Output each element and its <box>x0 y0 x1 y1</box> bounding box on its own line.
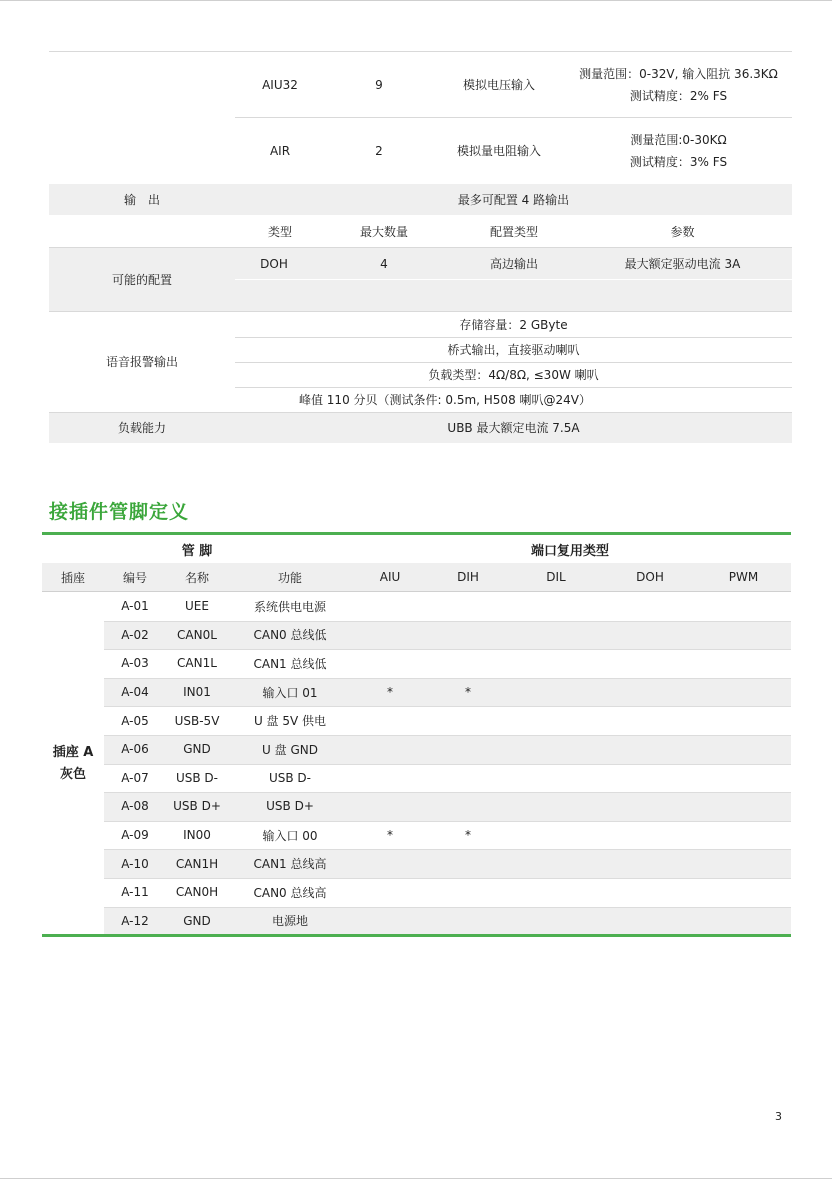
column-header-doh: DOH <box>636 570 664 584</box>
config-header-max: 最大数量 <box>359 224 408 239</box>
pin-function: CAN0 总线低 <box>253 628 327 643</box>
pin-dih-mark <box>428 592 508 621</box>
pin-dih-mark <box>428 907 508 936</box>
pin-function: USB D+ <box>266 799 314 814</box>
voice-line: 桥式输出，直接驱动喇叭 <box>447 343 580 357</box>
pin-aiu-mark <box>352 849 428 878</box>
pin-name: IN01 <box>183 685 211 700</box>
column-header-pwm: PWM <box>728 570 759 584</box>
pin-function: U 盘 GND <box>262 742 318 757</box>
socket-color: 灰色 <box>59 767 86 782</box>
config-header-config-type: 配置类型 <box>489 224 538 239</box>
pin-function: 系统供电电源 <box>253 599 326 614</box>
pin-number: A-03 <box>121 656 149 671</box>
aiu32-param-range: 测量范围：0-32V, 输入阻抗 36.3KΩ <box>579 67 778 81</box>
pin-dih-mark <box>428 621 508 650</box>
column-header-socket: 插座 <box>60 570 85 585</box>
pin-function: CAN0 总线高 <box>253 885 327 900</box>
socket-label <box>42 592 104 936</box>
pin-function: CAN1 总线低 <box>253 656 327 671</box>
row-divider <box>235 279 792 280</box>
pin-dih-mark: * <box>465 685 471 700</box>
pin-number: A-09 <box>121 828 149 843</box>
pin-function: 输入口 00 <box>262 828 318 843</box>
pin-name: UEE <box>185 599 209 614</box>
voice-line: 负载类型：4Ω/8Ω, ≤30W 喇叭 <box>428 368 599 382</box>
pin-aiu-mark <box>352 907 428 936</box>
aiu32-param-accuracy: 测试精度：2% FS <box>629 89 728 103</box>
possible-config-config: 高边输出 <box>489 256 538 271</box>
pin-dih-mark: * <box>465 828 471 843</box>
pin-name: GND <box>183 913 211 928</box>
pin-function: CAN1 总线高 <box>253 857 327 872</box>
pin-number: A-01 <box>121 599 149 614</box>
column-header-dil: DIL <box>546 570 566 584</box>
aiu32-config: 模拟电压输入 <box>462 78 535 92</box>
socket-name: 插座 A <box>52 745 94 760</box>
air-param-range: 测量范围:0-30KΩ <box>630 133 727 147</box>
pin-name: CAN0L <box>177 627 217 642</box>
pin-number: A-12 <box>121 913 149 928</box>
group-header-port-type: 端口复用类型 <box>530 543 609 559</box>
column-header-dih: DIH <box>457 570 479 584</box>
pin-aiu-mark <box>352 878 428 907</box>
pin-aiu-mark <box>352 735 428 764</box>
pin-aiu-mark <box>352 649 428 678</box>
possible-config-count: 4 <box>380 256 388 271</box>
possible-config-param: 最大额定驱动电流 3A <box>624 256 741 271</box>
config-header-param: 参数 <box>670 224 695 239</box>
voice-alarm-label: 语音报警输出 <box>105 355 178 369</box>
voice-line: 存储容量：2 GByte <box>459 317 568 332</box>
column-header-function: 功能 <box>277 570 302 585</box>
pin-dih-mark <box>428 649 508 678</box>
pin-name: GND <box>183 742 211 757</box>
column-header-number: 编号 <box>122 570 147 585</box>
pin-name: CAN1L <box>177 656 217 671</box>
pin-aiu-mark <box>352 621 428 650</box>
table-bottom-rule <box>42 934 791 937</box>
aiu32-count: 9 <box>375 78 383 92</box>
pin-dih-mark <box>428 849 508 878</box>
group-header-pin: 管 脚 <box>181 543 213 559</box>
pin-dih-mark <box>428 792 508 821</box>
column-header-name: 名称 <box>184 570 209 585</box>
pin-name: CAN1H <box>175 856 219 871</box>
config-header-type: 类型 <box>267 224 292 239</box>
pin-function: 电源地 <box>271 914 308 929</box>
pin-number: A-07 <box>121 770 149 785</box>
air-config: 模拟量电阻输入 <box>456 144 541 158</box>
pin-dih-mark <box>428 878 508 907</box>
voice-line: 峰值 110 分贝（测试条件: 0.5m, H508 喇叭@24V） <box>298 393 591 407</box>
pin-aiu-mark <box>352 592 428 621</box>
pin-dih-mark <box>428 735 508 764</box>
pin-number: A-05 <box>121 713 149 728</box>
pin-aiu-mark <box>352 792 428 821</box>
aiu32-params <box>565 52 792 118</box>
aiu32-type: AIU32 <box>262 78 298 92</box>
page-bottom-rule <box>0 1178 832 1179</box>
pin-function: U 盘 5V 供电 <box>253 714 327 729</box>
page-top-rule <box>0 0 832 1</box>
pin-name: USB D- <box>175 770 219 785</box>
load-value: UBB 最大额定电流 7.5A <box>447 421 580 435</box>
pin-number: A-02 <box>121 627 149 642</box>
pin-name: CAN0H <box>175 885 219 900</box>
pin-number: A-08 <box>121 799 149 814</box>
possible-config-label: 可能的配置 <box>111 272 172 287</box>
load-label: 负载能力 <box>117 421 166 435</box>
pin-name: USB-5V <box>174 713 220 728</box>
pin-dih-mark <box>428 706 508 735</box>
pin-aiu-mark <box>352 764 428 793</box>
air-params <box>565 118 792 184</box>
pin-number: A-10 <box>121 856 149 871</box>
pin-name: USB D+ <box>173 799 221 814</box>
pin-number: A-04 <box>121 685 149 700</box>
pin-aiu-mark <box>352 706 428 735</box>
pin-number: A-06 <box>121 742 149 757</box>
column-header-aiu: AIU <box>379 570 401 584</box>
pin-aiu-mark: * <box>387 685 393 700</box>
output-label: 输 出 <box>123 192 160 207</box>
air-param-accuracy: 测试精度：3% FS <box>629 155 728 169</box>
pin-name: IN00 <box>183 828 211 843</box>
section-title: 接插件管脚定义 <box>49 501 190 523</box>
air-count: 2 <box>375 144 383 158</box>
pin-function: 输入口 01 <box>262 685 318 700</box>
pin-function: USB D- <box>268 770 312 785</box>
possible-config-type: DOH <box>260 256 288 271</box>
pin-number: A-11 <box>121 885 149 900</box>
air-type: AIR <box>269 144 291 158</box>
pin-aiu-mark: * <box>387 828 393 843</box>
page-number: 3 <box>775 1110 782 1123</box>
pin-dih-mark <box>428 764 508 793</box>
output-value: 最多可配置 4 路输出 <box>457 192 570 207</box>
